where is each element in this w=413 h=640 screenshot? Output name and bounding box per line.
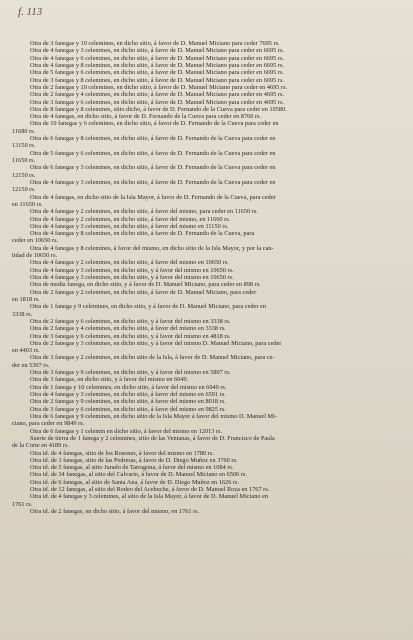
text-line: Suerte de tierra de 1 fanega y 2 celemines, sitio de las Ventanas, á favor de D. Francisco de Paula <box>30 434 275 442</box>
text-line: Otra de 3 fanegas y 2 celemines, en dicho sitio de la Isla, á favor de D. Manuel Miciano, para ce- <box>30 354 275 362</box>
text-line: Otra de 2 fanegas y 10 celemines, en dicho sitio, á favor de D. Manuel Miciano para ceder en 4695 rs. <box>30 83 288 91</box>
text-line: Otra de 10 fanegas y 6 celemines, en dicho sitio, á favor de D. Fernando de la Cueva para ceder en <box>30 120 279 128</box>
text-line: Otra de 4 fanegas y 2 celemines, en dicho sitio, á favor del mismo, en 11660 rs. <box>30 215 231 223</box>
text-line: der en 5307 rs. <box>12 361 50 369</box>
text-line: 12150 rs. <box>12 186 36 194</box>
text-line: Otra de 4 fanegas, en dicho sitio, á favor de D. Fernando de la Cueva para ceder en 8760 rs. <box>30 113 262 121</box>
text-line: en 11650 rs. <box>12 200 43 208</box>
text-line: Otra id. de 5 fanegas, al sitio Jurado de Tarragona, á favor del mismo en 1084 rs. <box>30 464 234 472</box>
text-line: Otra id. de 3 fanegas, sitio de las Pedreras, á favor de D. Diego Muñoz en 3760 rs. <box>30 456 238 464</box>
text-line: Otra de 4 fanegas y 8 celemines, en dicho sitio, á favor de D. Manuel Miciano para ceder en 6695 rs. <box>30 61 284 69</box>
text-line: 12150 rs. <box>12 171 36 179</box>
text-line: Otra id. de 12 fanegas, al sitio del Rodeo del Acebuche, á favor de D. Manuel Roza en 1767 rs. <box>30 486 270 494</box>
text-line: 11650 rs. <box>12 157 36 164</box>
text-line: Otra de 2 fanegas y 4 celemines, en dicho sitio, á favor de D. Manuel Miciano para ceder en 4695 rs. <box>30 91 284 99</box>
text-line: Otra de 4 fanegas, en dicho sitio de la Isla Mayor, á favor de D. Fernando de la Cueva, para ceder <box>30 193 276 201</box>
text-line: Otra de 4 fanegas y 6 celemines, en dicho sitio, á favor de D. Manuel Miciano para ceder en 6695 rs. <box>30 54 284 62</box>
text-line: Otra de 4 fanegas y 8 celemines, á favor del mismo, en dicho sitio de la Isla Mayor, y por la can- <box>30 244 274 252</box>
folio-number: f. 113 <box>18 6 43 18</box>
text-line: tidad de 10650 rs. <box>12 252 58 260</box>
text-line: Otra de 6 fanegas y 1 celemin en dicho sitio, á favor del mismo en 12013 rs. <box>30 427 223 435</box>
text-line: Otra id. de 4 fanegas, sitio de los Rosones, á favor del mismo en 1780 rs. <box>30 449 214 457</box>
text-line: ciano, para ceder en 9849 rs. <box>12 420 85 428</box>
text-line: Otra id. de 2 fanegas, en dicho sitio, á favor del mismo, en 1761 rs. <box>30 508 200 515</box>
text-line: de la Corte en 4189 rs. <box>12 442 70 450</box>
text-line: Otra id. de 4 fanegas y 3 celemines, al sitio de la Isla Mayor, á favor de D. Manuel Miciano en <box>30 493 269 501</box>
text-line: ceder en 10650 rs. <box>12 237 59 245</box>
text-line: Otra de 4 fanegas y 8 celemines, en dicho sitio, á favor de D. Fernando de la Cueva, para <box>30 230 255 238</box>
text-line: en 1818 rs. <box>12 295 40 303</box>
text-line: Otra de 3 fanegas, en dicho sitio, y á favor del mismo en 6049. <box>30 376 189 384</box>
text-line: Otra de 3 fanegas y 9 celemines, en dicho sitio, y á favor del mismo en 5807 rs. <box>30 369 231 377</box>
text-line: Otra de 2 fanegas y 2 celemines, en dicho sitio, á favor de D. Manuel Miciano, para ceder <box>30 288 257 296</box>
text-line: Otra de 4 fanegas y 3 celemines, en dicho sitio, y á favor del mismo en 10650 rs. <box>30 274 234 281</box>
text-line: Otra de 6 fanegas y 9 celemines, en dicho sitio de la Isla Mayor á favor del mismo D. Manuel Mi- <box>30 412 277 420</box>
text-line: Otra de 3 fanegas y 10 celemines, en dicho sitio, á favor de D. Manuel Miciano para ceder 7695 rs. <box>30 40 280 47</box>
text-line: Otra de 3 fanegas y 6 celemines, en dicho sitio, á favor del mismo en 9825 rs. <box>30 405 226 413</box>
text-line: Otra de 3 fanegas y 6 celemines, en dicho sitio, á favor de D. Manuel Miciano para ceder en 4695 rs. <box>30 98 284 106</box>
text-line: en 4403 rs. <box>12 347 40 355</box>
text-line: 1761 rs. <box>12 500 33 508</box>
text-line: Otra de 4 fanegas y 3 celemines, en dicho sitio, y á favor del mismo en 10650 rs. <box>30 266 234 274</box>
text-line: Otra de 1 fanega y 9 celemines, en dicho sitio, y á favor de D. Manuel Miciano, para ceder en <box>30 303 266 311</box>
text-line: Otra de 4 fanegas y 2 celemines, en dicho sitio, á favor del mismo en 10650 rs. <box>30 259 229 267</box>
text-line: Otra de 4 fanegas y 3 celemines, en dicho sitio, á favor de D. Manuel Miciano para ceder en 6695 rs. <box>30 47 284 55</box>
body-text <box>12 40 404 515</box>
text-line: Otra de 1 fanega y 10 celemines, en dicho sitio, á favor del mismo en 6049 rs. <box>30 383 227 391</box>
text-line: Otra de 5 fanegas y 6 celemines, en dicho sitio, á favor de D. Manuel Miciano para ceder en 6695 rs. <box>30 69 284 77</box>
text-line: Otra de media fanega, en dicho sitio, y á favor de D. Manuel Miciano, para ceder en 898 rs. <box>30 281 261 289</box>
text-line: Otra de 6 fanegas y 8 celemines, en dicho sitio, á favor de D. Fernando de la Cueva para ceder en <box>30 135 276 143</box>
text-line: Otra de 5 fanegas y 6 celemines, en dicho sitio, á favor de D. Fernando de la Cueva para ceder en <box>30 149 276 157</box>
text-line: Otra de 2 fanegas y 9 celemines, en dicho sitio, á favor del mismo en 8018 rs. <box>30 398 226 406</box>
text-line: Otra de 4 fanegas y 3 celemines, en dicho sitio, á favor de D. Fernando de la Cueva para ceder en <box>30 178 276 186</box>
text-line: Otra de 4 fanegas y 3 celemines, en dicho sitio, á favor del mismo en 6591 rs. <box>30 391 226 398</box>
text-line: Otra de 6 fanegas y 3 celemines, en dicho sitio, á favor de D. Fernando de la Cueva para ceder en <box>30 164 276 172</box>
text-line: Otra de 2 fanegas y 6 celemines, en dicho sitio, y á favor del mismo en 3338 rs. <box>30 317 231 325</box>
text-line: 13150 rs. <box>12 142 36 150</box>
text-line: 3338 rs. <box>12 310 33 318</box>
text-line: Otra id. de 6 fanegas, al sitio de Santa Ana, á favor de D. Diego Muñoz en 1626 rs. <box>30 478 240 486</box>
text-line: Otra de 3 fanegas y 6 celemines, en dicho sitio, y á favor del mismo en 4818 rs. <box>30 332 231 340</box>
text-line: 11680 rs. <box>12 127 36 135</box>
text-line: Otra de 2 fanegas y 4 celemines, en dicho sitio, á favor del mismo en 3338 rs. <box>30 325 226 333</box>
text-line: Otra de 4 fanegas y 2 celemines, en dicho sitio, á favor del mismo, para ceder en 11650 rs. <box>30 208 258 216</box>
text-line: Otra de 8 fanegas y 8 celemines, sitio dicho, á favor de D. Fernando de la Cueva para ceder en 10580. <box>30 105 287 113</box>
text-line: Otra id. de 34 fanegas, al sitio del Calvario, á favor de D. Manuel Miciano en 6506 rs. <box>30 471 247 479</box>
text-line: Otra de 2 fanegas y 3 celemines, en dicho sitio, y á favor del mismo D. Manuel Miciano, para ceder <box>30 339 282 347</box>
text-line: Otra de 4 fanegas y 3 celemines, en dicho sitio, á favor del mismo en 11150 rs. <box>30 222 229 230</box>
text-line: Otra de 3 fanegas y 8 celemines, en dicho sitio, á favor de D. Manuel Miciano para ceder en 6695 rs. <box>30 76 284 84</box>
